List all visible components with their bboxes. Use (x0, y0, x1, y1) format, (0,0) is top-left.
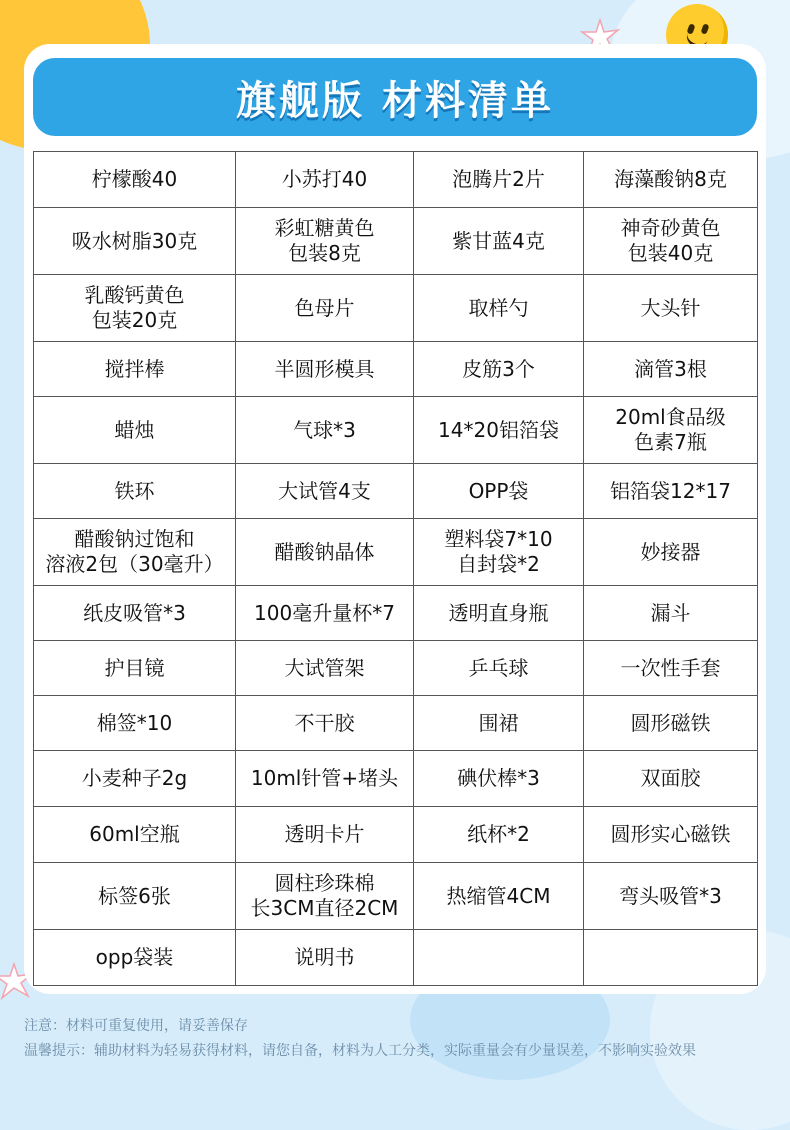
material-cell: 彩虹糖黄色 包装8克 (236, 208, 414, 275)
material-cell: 双面胶 (584, 751, 758, 807)
notes (24, 1014, 696, 1064)
material-cell: 半圆形模具 (236, 342, 414, 397)
material-cell: 柠檬酸40 (34, 152, 236, 208)
material-cell: 塑料袋7*10 自封袋*2 (414, 519, 584, 586)
note-tip: 温馨提示：辅助材料为轻易获得材料，请您自备，材料为人工分类，实际重量会有少量误差，不影响实验效果 (24, 1043, 696, 1059)
material-cell: 60ml空瓶 (34, 807, 236, 863)
material-cell: 色母片 (236, 275, 414, 342)
material-cell: 圆形实心磁铁 (584, 807, 758, 863)
material-cell: 铝箔袋12*17 (584, 464, 758, 519)
material-cell: 海藻酸钠8克 (584, 152, 758, 208)
material-cell: opp袋装 (34, 930, 236, 986)
title-bar (33, 58, 757, 136)
material-cell: 纸杯*2 (414, 807, 584, 863)
material-cell (584, 930, 758, 986)
table-row (34, 208, 758, 275)
material-cell: 大头针 (584, 275, 758, 342)
table-row (34, 397, 758, 464)
material-cell: 100毫升量杯*7 (236, 586, 414, 641)
material-cell: 圆柱珍珠棉 长3CM直径2CM (236, 863, 414, 930)
material-cell: 乳酸钙黄色 包装20克 (34, 275, 236, 342)
material-cell: 圆形磁铁 (584, 696, 758, 751)
material-cell: 棉签*10 (34, 696, 236, 751)
material-cell: 蜡烛 (34, 397, 236, 464)
material-cell: 透明卡片 (236, 807, 414, 863)
material-cell: 说明书 (236, 930, 414, 986)
material-cell: 紫甘蓝4克 (414, 208, 584, 275)
table-row (34, 807, 758, 863)
table-row (34, 641, 758, 696)
material-cell: 标签6张 (34, 863, 236, 930)
material-cell: 一次性手套 (584, 641, 758, 696)
material-cell: 乒乓球 (414, 641, 584, 696)
material-cell: 气球*3 (236, 397, 414, 464)
table-row (34, 586, 758, 641)
table-row (34, 751, 758, 807)
material-cell: 醋酸钠过饱和 溶液2包（30毫升） (34, 519, 236, 586)
material-cell: 搅拌棒 (34, 342, 236, 397)
material-cell (414, 930, 584, 986)
material-cell: 小苏打40 (236, 152, 414, 208)
page-title: 旗舰版 材料清单 (236, 77, 554, 124)
material-cell: 取样勺 (414, 275, 584, 342)
table-row (34, 152, 758, 208)
material-cell: 10ml针管+堵头 (236, 751, 414, 807)
material-cell: 围裙 (414, 696, 584, 751)
material-cell: 吸水树脂30克 (34, 208, 236, 275)
table-row (34, 275, 758, 342)
material-cell: 神奇砂黄色 包装40克 (584, 208, 758, 275)
material-cell: 醋酸钠晶体 (236, 519, 414, 586)
material-cell: 热缩管4CM (414, 863, 584, 930)
table-row (34, 464, 758, 519)
material-cell: 弯头吸管*3 (584, 863, 758, 930)
material-cell: 碘伏棒*3 (414, 751, 584, 807)
material-cell: 皮筋3个 (414, 342, 584, 397)
table-row (34, 519, 758, 586)
material-cell: 纸皮吸管*3 (34, 586, 236, 641)
material-cell: 漏斗 (584, 586, 758, 641)
material-cell: 透明直身瓶 (414, 586, 584, 641)
material-cell: 小麦种子2g (34, 751, 236, 807)
material-cell: OPP袋 (414, 464, 584, 519)
material-cell: 20ml食品级 色素7瓶 (584, 397, 758, 464)
table-row (34, 696, 758, 751)
material-cell: 大试管4支 (236, 464, 414, 519)
material-cell: 大试管架 (236, 641, 414, 696)
materials-table (33, 151, 758, 986)
material-cell: 妙接器 (584, 519, 758, 586)
material-cell: 滴管3根 (584, 342, 758, 397)
table-row (34, 342, 758, 397)
table-row (34, 930, 758, 986)
table-row (34, 863, 758, 930)
material-cell: 铁环 (34, 464, 236, 519)
material-cell: 泡腾片2片 (414, 152, 584, 208)
material-cell: 不干胶 (236, 696, 414, 751)
note-reuse: 注意：材料可重复使用，请妥善保存 (24, 1018, 248, 1034)
material-cell: 护目镜 (34, 641, 236, 696)
material-cell: 14*20铝箔袋 (414, 397, 584, 464)
